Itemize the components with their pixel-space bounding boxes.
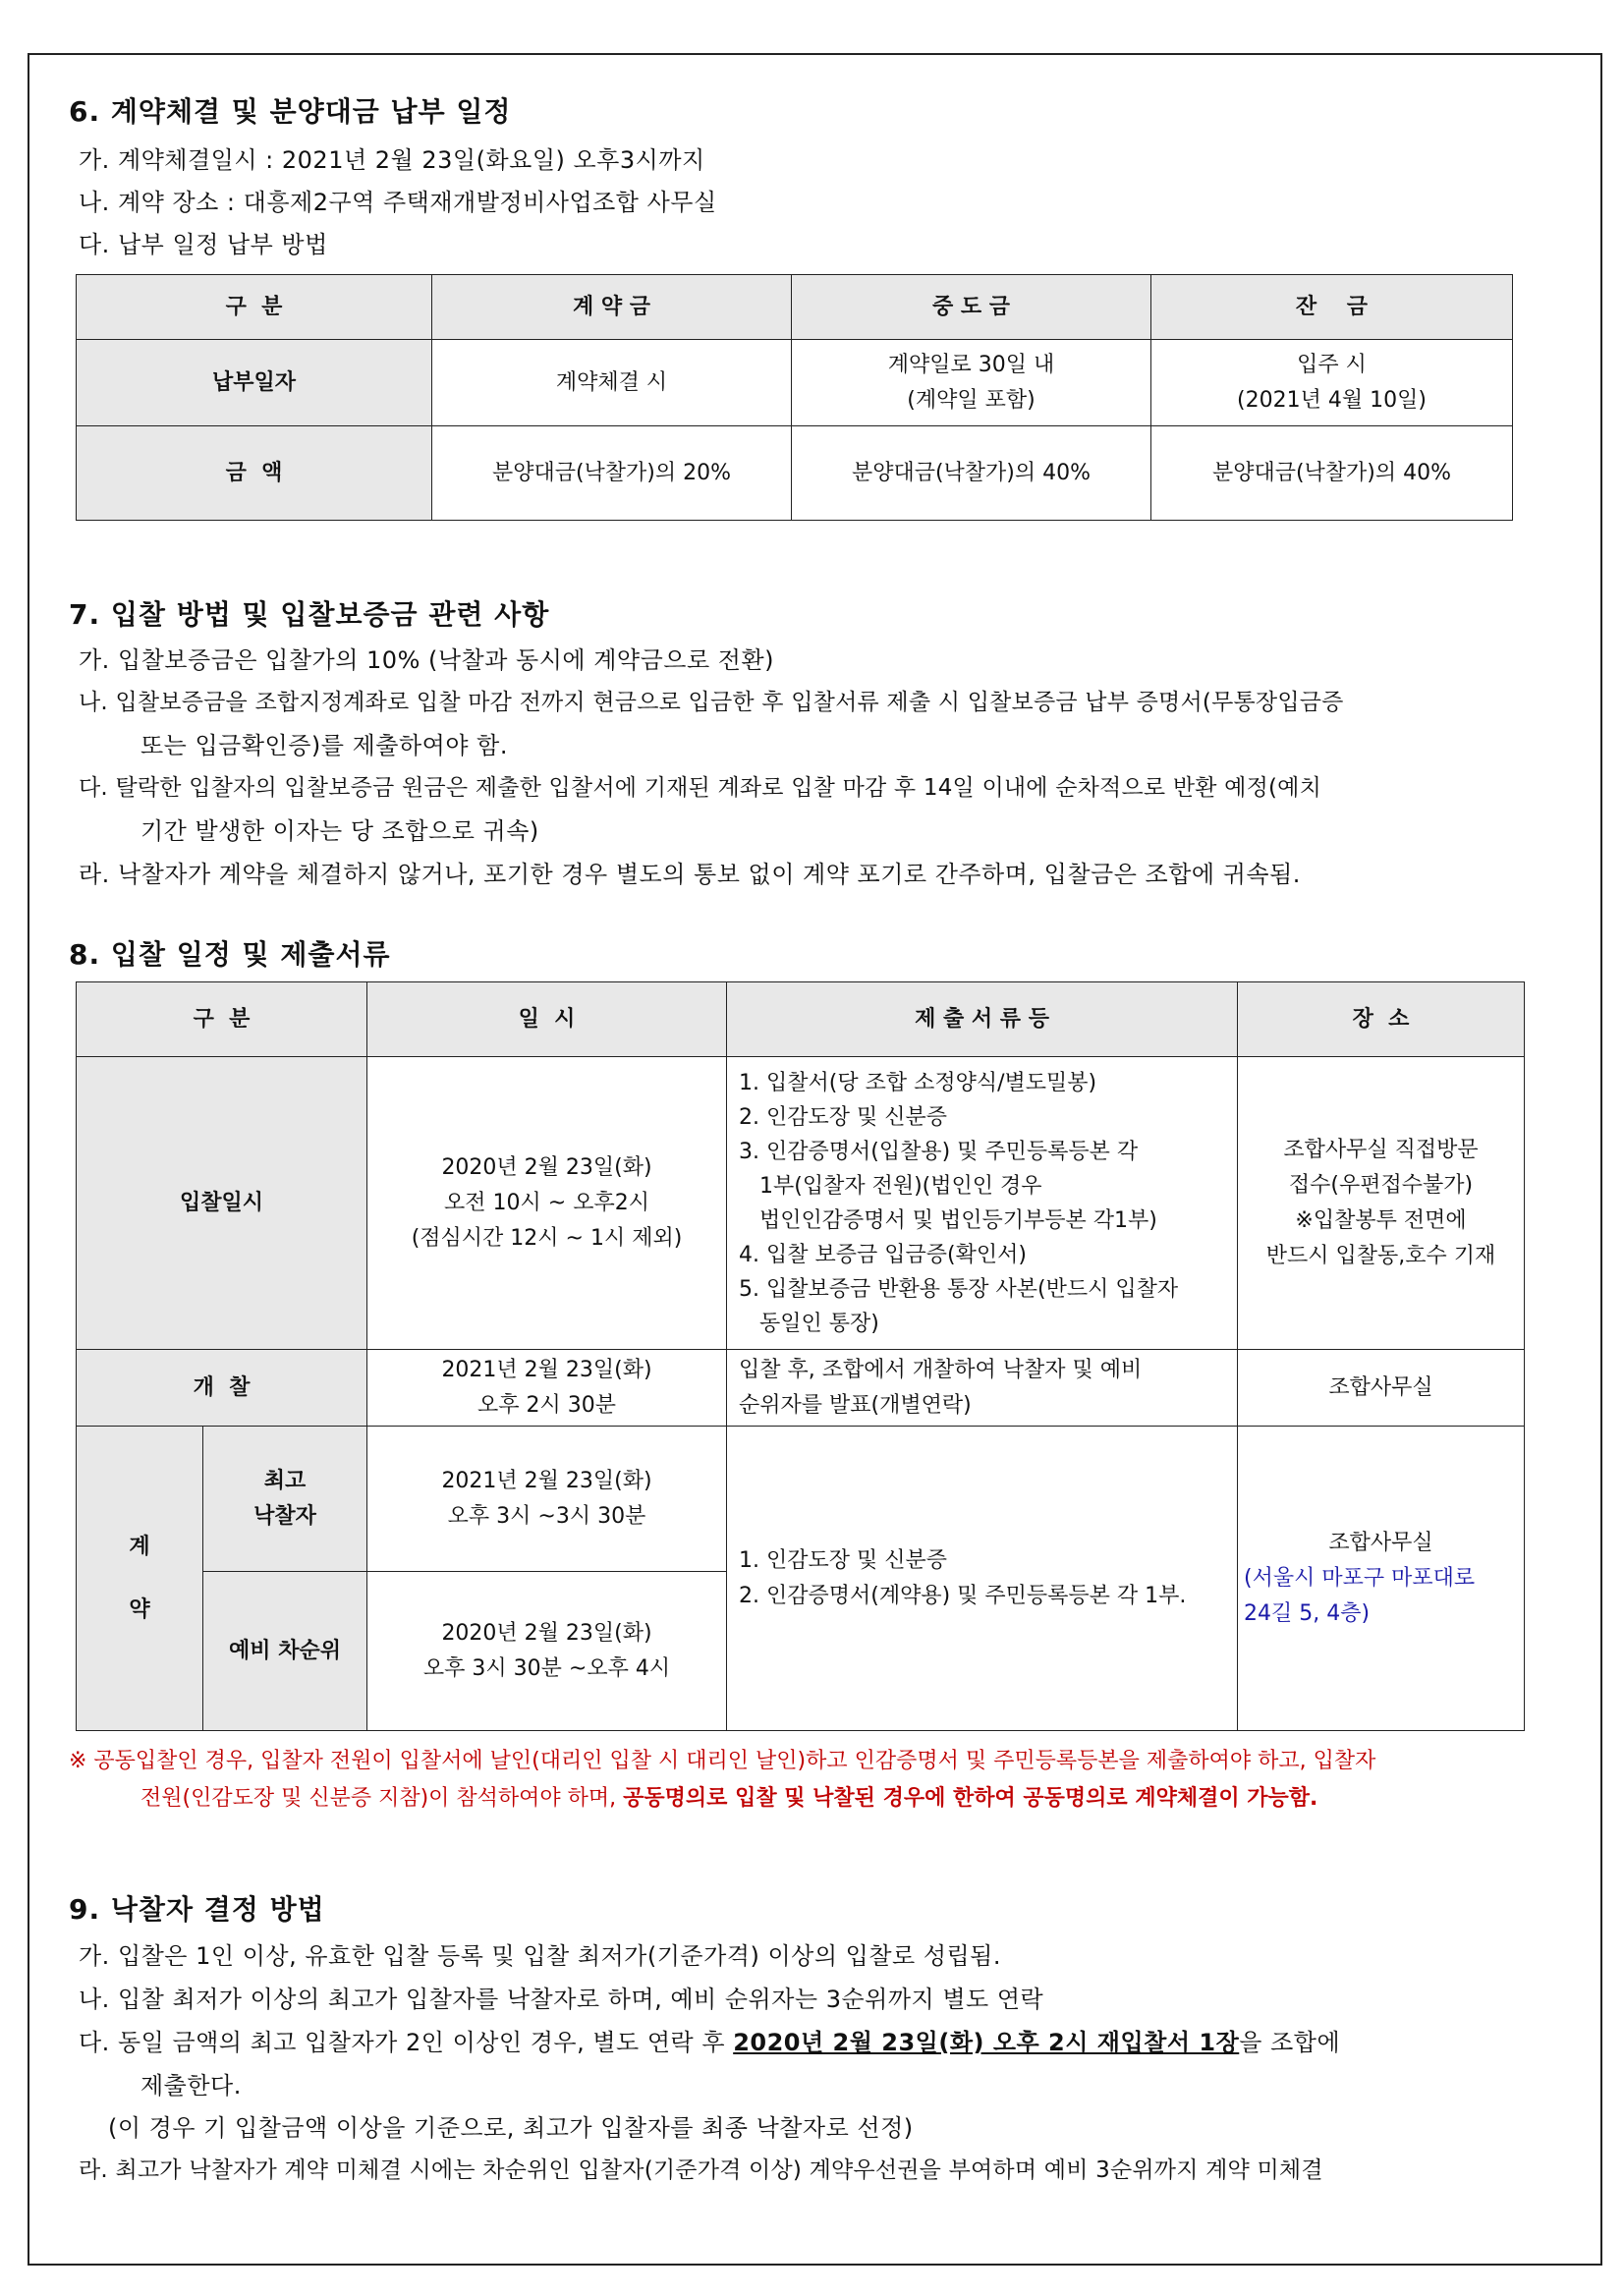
top-bidder-label-1: 최고 (263, 1468, 307, 1493)
interim-date (792, 340, 1151, 426)
bid-place-line4: 반드시 입찰동,호수 기재 (1265, 1243, 1496, 1268)
s7-item-c-line1: 다. 탈락한 입찰자의 입찰보증금 원금은 제출한 입찰서에 기재된 계좌로 입찰 마감 후 14일 이내에 순차적으로 반환 예정(예치 (79, 775, 1322, 801)
bid-place (1238, 1057, 1525, 1350)
section-8-title: 8. 입찰 일정 및 제출서류 (69, 938, 391, 971)
balance-date-line1: 입주 시 (1297, 352, 1367, 377)
bid-date-line1: 2020년 2월 23일(화) (441, 1154, 652, 1180)
deposit-amount: 분양대금(낙찰가)의 20% (432, 426, 792, 521)
bid-datetime (367, 1057, 727, 1350)
balance-amount: 분양대금(낙찰가)의 40% (1151, 426, 1513, 521)
bid-doc-3: 3. 인감증명서(입찰용) 및 주민등록등본 각 (739, 1139, 1139, 1164)
reserve-bidder-date-2: 오후 3시 30분 ~오후 4시 (422, 1655, 671, 1681)
row-amount-label: 금 액 (77, 426, 432, 521)
balance-date-line2: (2021년 4월 10일) (1237, 387, 1427, 413)
opening-doc-line2: 순위자를 발표(개별연락) (739, 1392, 972, 1418)
s7-item-a: 가. 입찰보증금은 입찰가의 10% (낙찰과 동시에 계약금으로 전환) (79, 646, 775, 674)
reserve-bidder-date-1: 2020년 2월 23일(화) (441, 1620, 652, 1646)
s7-item-c-line2: 기간 발생한 이자는 당 조합으로 귀속) (140, 817, 539, 845)
header-category: 구 분 (77, 982, 367, 1057)
top-bidder-label (203, 1427, 367, 1572)
reserve-bidder-label: 예비 차순위 (203, 1572, 367, 1731)
contract-doc-2: 2. 인감증명서(계약용) 및 주민등록등본 각 1부. (739, 1583, 1187, 1608)
bid-schedule-table (76, 981, 1525, 1731)
contract-documents (727, 1427, 1238, 1731)
interim-amount: 분양대금(낙찰가)의 40% (792, 426, 1151, 521)
bid-date-label: 입찰일시 (77, 1057, 367, 1350)
opening-documents (727, 1350, 1238, 1427)
payment-schedule-table (76, 274, 1513, 521)
interim-date-line2: (계약일 포함) (907, 387, 1036, 413)
bid-documents (727, 1057, 1238, 1350)
s9-item-c-pre: 다. 동일 금액의 최고 입찰자가 2인 이상인 경우, 별도 연락 후 (79, 2029, 734, 2056)
top-bidder-date-2: 오후 3시 ~3시 30분 (447, 1503, 646, 1529)
row-payment-date-label: 납부일자 (77, 340, 432, 426)
s9-item-c-line3: (이 경우 기 입찰금액 이상을 기준으로, 최고가 입찰자를 최종 낙찰자로 선정) (108, 2114, 914, 2142)
header-datetime: 일 시 (367, 982, 727, 1057)
top-bidder-datetime (367, 1427, 727, 1572)
opening-place: 조합사무실 (1238, 1350, 1525, 1427)
top-bidder-label-2: 낙찰자 (253, 1503, 316, 1529)
section-6-title: 6. 계약체결 및 분양대금 납부 일정 (69, 95, 512, 128)
s9-item-b: 나. 입찰 최저가 이상의 최고가 입찰자를 낙찰자로 하며, 예비 순위자는 3순위까지 별도 연락 (79, 1986, 1044, 2013)
bid-place-line1: 조합사무실 직접방문 (1283, 1137, 1479, 1162)
bid-date-line3: (점심시간 12시 ~ 1시 제외) (411, 1225, 683, 1251)
bid-doc-1: 1. 입찰서(당 조합 소정양식/별도밀봉) (739, 1070, 1097, 1095)
s7-item-d: 라. 낙찰자가 계약을 체결하지 않거나, 포기한 경우 별도의 통보 없이 계약 포기로 간주하며, 입찰금은 조합에 귀속됨. (79, 861, 1301, 888)
bid-doc-3c: 법인인감증명서 및 법인등기부등본 각1부) (739, 1207, 1157, 1233)
contract-label-1: 계 (129, 1534, 150, 1559)
reserve-bidder-datetime (367, 1572, 727, 1731)
contract-place-1: 조합사무실 (1328, 1530, 1433, 1555)
contract-label (77, 1427, 203, 1731)
joint-bid-note-line1: ※ 공동입찰인 경우, 입찰자 전원이 입찰서에 날인(대리인 입찰 시 대리인 날인)하고 인감증명서 및 주민등록등본을 제출하여야 하고, 입찰자 (69, 1749, 1376, 1773)
opening-datetime (367, 1350, 727, 1427)
contract-place-2: (서울시 마포구 마포대로 (1244, 1565, 1476, 1591)
header-deposit: 계 약 금 (432, 275, 792, 340)
section-7-title: 7. 입찰 방법 및 입찰보증금 관련 사항 (69, 598, 550, 631)
opening-doc-line1: 입찰 후, 조합에서 개찰하여 낙찰자 및 예비 (739, 1357, 1143, 1382)
contract-place (1238, 1427, 1525, 1731)
s9-item-d: 라. 최고가 낙찰자가 계약 미체결 시에는 차순위인 입찰자(기준가격 이상) 계약우선권을 부여하며 예비 3순위까지 계약 미체결 (79, 2157, 1323, 2183)
s6-item-a: 가. 계약체결일시 : 2021년 2월 23일(화요일) 오후3시까지 (79, 146, 705, 174)
opening-date-line2: 오후 2시 30분 (477, 1392, 617, 1418)
s9-item-c-line1 (79, 2023, 1340, 2057)
bid-place-line2: 접수(우편접수불가) (1288, 1172, 1474, 1198)
contract-place-3: 24길 5, 4층) (1244, 1600, 1371, 1626)
s6-item-c: 다. 납부 일정 납부 방법 (79, 231, 328, 258)
opening-label: 개 찰 (77, 1350, 367, 1427)
bid-place-line3: ※입찰봉투 전면에 (1295, 1207, 1467, 1233)
joint-bid-note-2b: 공동명의로 입찰 및 낙찰된 경우에 한하여 공동명의로 계약체결이 가능함. (623, 1786, 1318, 1811)
balance-date (1151, 340, 1513, 426)
deposit-date: 계약체결 시 (432, 340, 792, 426)
bid-doc-5b: 동일인 통장) (739, 1311, 879, 1336)
s7-item-b-line1: 나. 입찰보증금을 조합지정계좌로 입찰 마감 전까지 현금으로 입금한 후 입찰서류 제출 시 입찰보증금 납부 증명서(무통장입금증 (79, 690, 1344, 715)
bid-doc-3b: 1부(입찰자 전원)(법인인 경우 (739, 1173, 1042, 1199)
header-place: 장 소 (1238, 982, 1525, 1057)
s9-item-c-post: 을 조합에 (1239, 2029, 1341, 2056)
opening-date-line1: 2021년 2월 23일(화) (441, 1357, 652, 1382)
section-9-title: 9. 낙찰자 결정 방법 (69, 1893, 325, 1926)
bid-doc-5: 5. 입찰보증금 반환용 통장 사본(반드시 입찰자 (739, 1276, 1179, 1302)
interim-date-line1: 계약일로 30일 내 (887, 352, 1055, 377)
bid-date-line2: 오전 10시 ~ 오후2시 (444, 1190, 649, 1215)
header-category: 구 분 (77, 275, 432, 340)
bid-doc-2: 2. 인감도장 및 신분증 (739, 1104, 948, 1130)
contract-doc-1: 1. 인감도장 및 신분증 (739, 1547, 948, 1573)
s9-item-a: 가. 입찰은 1인 이상, 유효한 입찰 등록 및 입찰 최저가(기준가격) 이상의 입찰로 성립됨. (79, 1942, 1001, 1970)
top-bidder-date-1: 2021년 2월 23일(화) (441, 1468, 652, 1493)
joint-bid-note-line2 (140, 1781, 1317, 1812)
s6-item-b: 나. 계약 장소 : 대흥제2구역 주택재개발정비사업조합 사무실 (79, 189, 717, 216)
header-balance: 잔 금 (1151, 275, 1513, 340)
s7-item-b-line2: 또는 입금확인증)를 제출하여야 함. (140, 732, 508, 759)
s9-item-c-line2: 제출한다. (140, 2072, 242, 2100)
bid-doc-4: 4. 입찰 보증금 입금증(확인서) (739, 1242, 1027, 1267)
joint-bid-note-2a: 전원(인감도장 및 신분증 지참)이 참석하여야 하며, (140, 1786, 624, 1811)
header-documents: 제 출 서 류 등 (727, 982, 1238, 1057)
header-interim: 중 도 금 (792, 275, 1151, 340)
s9-item-c-emphasis: 2020년 2월 23일(화) 오후 2시 재입찰서 1장 (733, 2029, 1240, 2056)
contract-label-2: 약 (129, 1596, 150, 1622)
